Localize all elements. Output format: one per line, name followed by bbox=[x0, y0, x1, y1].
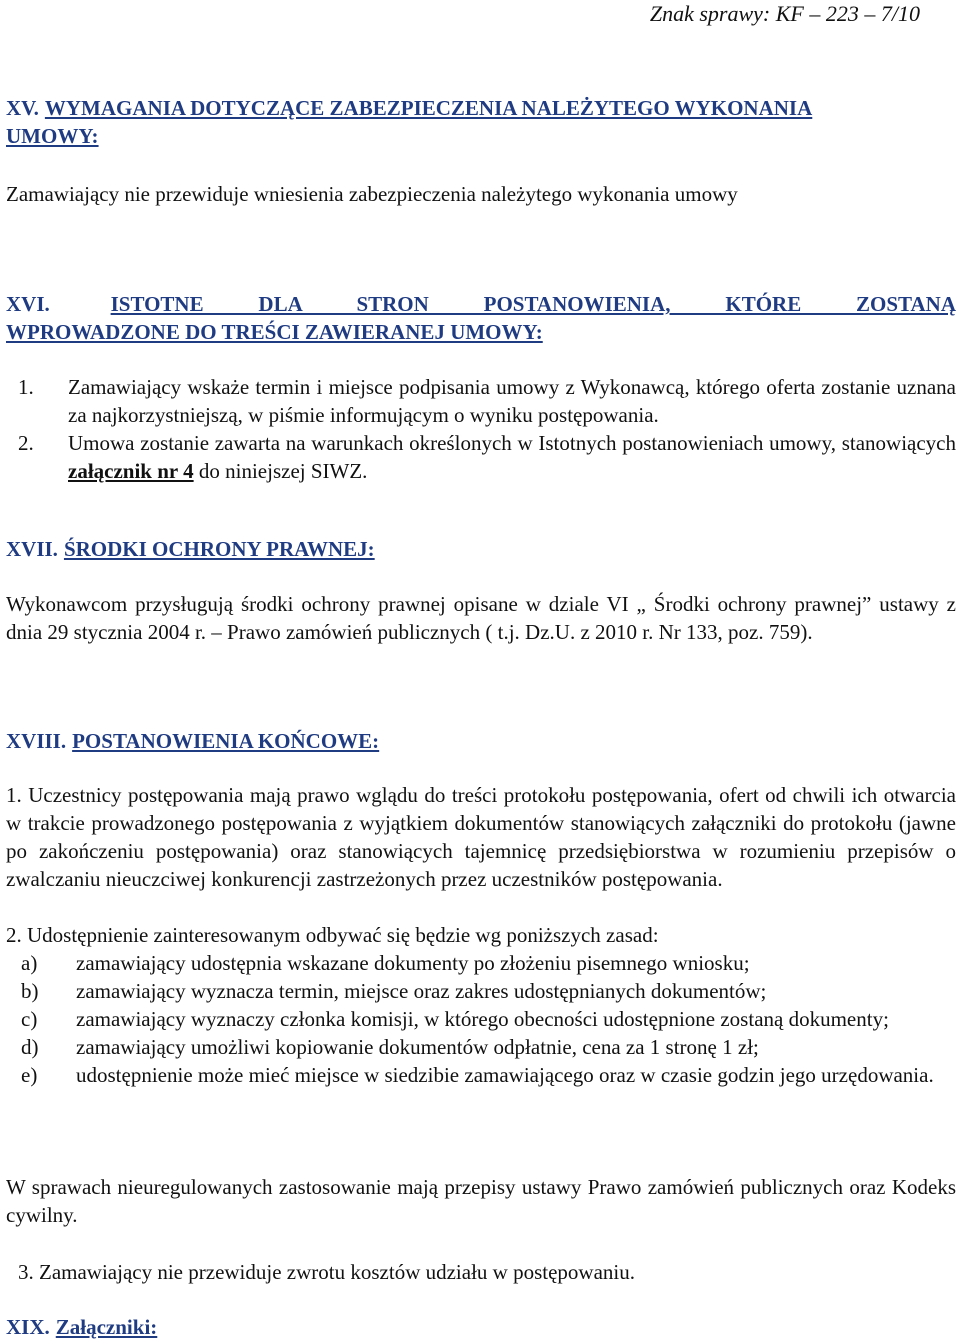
sublist-item bbox=[6, 1005, 956, 1033]
section-xvi-title: ISTOTNE DLA STRON POSTANOWIENIA, KTÓRE ZOSTANĄ bbox=[110, 292, 957, 316]
section-xvi-number: XVI. bbox=[6, 292, 50, 316]
sublist-item bbox=[6, 1061, 956, 1089]
sublist-item-text: zamawiający umożliwi kopiowanie dokumentów odpłatnie, cena za 1 stronę 1 zł; bbox=[76, 1035, 759, 1059]
section-xviii-title: POSTANOWIENIA KOŃCOWE: bbox=[72, 729, 380, 753]
sublist-item-text: zamawiający wyznacza termin, miejsce oraz zakres udostępnianych dokumentów; bbox=[76, 979, 767, 1003]
attachment-reference: załącznik nr 4 bbox=[68, 459, 194, 483]
list-item bbox=[18, 429, 956, 485]
section-xvii-body: Wykonawcom przysługują środki ochrony prawnej opisane w dziale VI „ Środki ochrony prawnej” ustawy z dnia 29 stycznia 2004 r. – Prawo zamówień publicznych ( t.j. Dz.U. z 2010 r. Nr 133, poz. 759). bbox=[6, 592, 956, 644]
sublist-item-label: b) bbox=[21, 979, 39, 1003]
section-xviii-number: XVIII. bbox=[6, 729, 67, 753]
list-item-text: Umowa zostanie zawarta na warunkach określonych w Istotnych postanowieniach umowy, stanowiących załącznik nr 4 do niniejszej SIWZ. bbox=[68, 431, 956, 483]
list-item-number: 1. bbox=[18, 375, 34, 399]
sublist-item-label: d) bbox=[21, 1035, 39, 1059]
section-xv-number: XV. bbox=[6, 96, 39, 120]
section-xv-body: Zamawiający nie przewiduje wniesienia zabezpieczenia należytego wykonania umowy bbox=[6, 182, 738, 206]
sublist-item-label: e) bbox=[21, 1063, 38, 1087]
sublist-item-text: udostępnienie może mieć miejsce w siedzibie zamawiającego oraz w czasie godzin jego urzędowania. bbox=[76, 1063, 934, 1087]
section-xv-title: WYMAGANIA DOTYCZĄCE ZABEZPIECZENIA NALEŻYTEGO WYKONANIA bbox=[44, 96, 813, 120]
section-xix-title: Załączniki: bbox=[55, 1315, 158, 1339]
sublist-item-label: c) bbox=[21, 1007, 38, 1031]
sublist-item-text: zamawiający udostępnia wskazane dokumenty po złożeniu pisemnego wniosku; bbox=[76, 951, 750, 975]
sublist-item-text: zamawiający wyznaczy członka komisji, w którego obecności udostępnione zostaną dokumenty; bbox=[76, 1007, 889, 1031]
sublist-item-label: a) bbox=[21, 951, 38, 975]
section-xv-title-cont: UMOWY: bbox=[6, 124, 99, 148]
section-xviii-sublist bbox=[6, 949, 956, 1089]
list-item-text: Zamawiający wskaże termin i miejsce podpisania umowy z Wykonawcą, którego oferta zostanie uznana za najkorzystniejszą, w piśmie informującym o wyniku postępowania. bbox=[68, 375, 956, 427]
case-reference: Znak sprawy: KF – 223 – 7/10 bbox=[649, 1, 920, 26]
list-item bbox=[18, 373, 956, 429]
section-xvii-number: XVII. bbox=[6, 537, 58, 561]
list-item-number: 2. bbox=[18, 431, 34, 455]
sublist-item bbox=[6, 1033, 956, 1061]
section-xvi-list bbox=[6, 373, 956, 485]
section-xviii-paragraph-2: 2. Udostępnienie zainteresowanym odbywać się będzie wg poniższych zasad: bbox=[6, 923, 659, 947]
section-xviii-heading bbox=[6, 727, 956, 755]
section-xviii-paragraph-1: 1. Uczestnicy postępowania mają prawo wglądu do treści protokołu postępowania, ofert od chwili ich otwarcia w trakcie prowadzonego postępowania z wyjątkiem dokumentów stanowiących załączniki do protokołu (jawne po zakończeniu postępowania) oraz stanowiących tajemnicę przedsiębiorstwa w rozumieniu przepisów o zwalczaniu nieuczciwej konkurencji zastrzeżonych przez uczestników postępowania. bbox=[6, 783, 956, 891]
section-xvii-title: ŚRODKI OCHRONY PRAWNEJ: bbox=[63, 537, 375, 561]
section-xvi-heading bbox=[6, 290, 956, 346]
sublist-item bbox=[6, 977, 956, 1005]
section-xviii-paragraph-4: 3. Zamawiający nie przewiduje zwrotu kosztów udziału w postępowaniu. bbox=[18, 1260, 635, 1284]
section-xviii-paragraph-3: W sprawach nieuregulowanych zastosowanie mają przepisy ustawy Prawo zamówień publicznych oraz Kodeks cywilny. bbox=[6, 1175, 956, 1227]
section-xvii-heading bbox=[6, 535, 956, 563]
section-xix-heading bbox=[6, 1313, 956, 1341]
section-xvi-title-cont: WPROWADZONE DO TREŚCI ZAWIERANEJ UMOWY: bbox=[6, 320, 543, 344]
section-xv-heading bbox=[6, 94, 956, 150]
section-xix-number: XIX. bbox=[6, 1315, 50, 1339]
sublist-item bbox=[6, 949, 956, 977]
